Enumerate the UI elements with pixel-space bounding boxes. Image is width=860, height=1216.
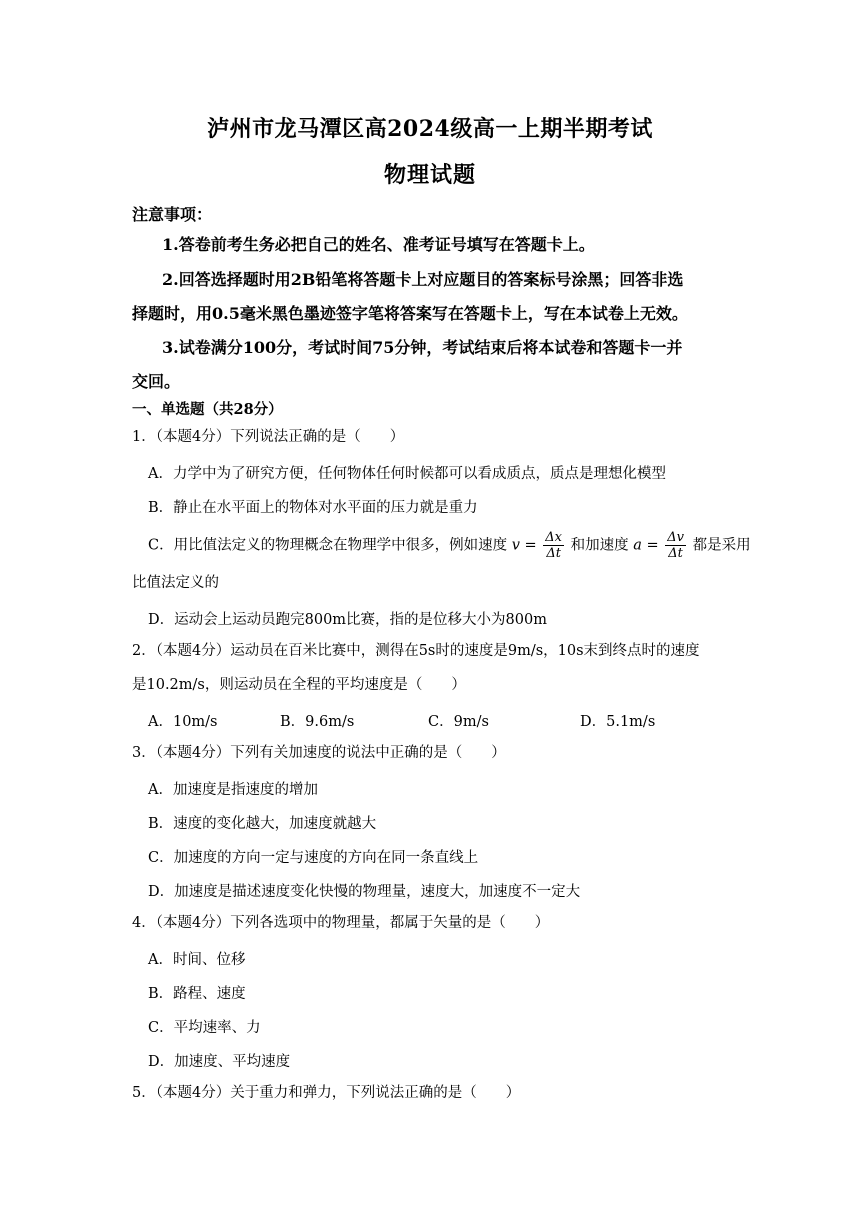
section-title: 一、单选题（共28分） <box>132 401 283 418</box>
note-item <box>132 331 732 399</box>
question-stem: 是10.2m/s，则运动员在全程的平均速度是（ ） <box>132 677 466 693</box>
note-item <box>132 263 732 331</box>
acceleration-symbol: a = <box>633 537 659 554</box>
question-option: D．加速度、平均速度 <box>148 1054 291 1070</box>
question-option: A．力学中为了研究方便，任何物体任何时候都可以看成质点，质点是理想化模型 <box>148 466 666 482</box>
question-option: B．速度的变化越大，加速度就越大 <box>148 816 377 832</box>
note-text: 1.答卷前考生务必把自己的姓名、准考证号填写在答题卡上。 <box>162 235 595 254</box>
question-option: A．加速度是指速度的增加 <box>148 782 318 798</box>
option-text: 都是采用 <box>692 537 751 554</box>
fraction-numerator: Δx <box>545 530 562 545</box>
question-option: D．加速度是描述速度变化快慢的物理量，速度大，加速度不一定大 <box>148 884 581 900</box>
note-text: 2.回答选择题时用2B铅笔将答题卡上对应题目的答案标号涂黑；回答非选 <box>162 270 684 289</box>
notes-heading: 注意事项： <box>132 205 213 224</box>
question-option: B．路程、速度 <box>148 986 246 1002</box>
option-text: C．用比值法定义的物理概念在物理学中很多，例如速度 <box>148 537 508 554</box>
exam-title: 泸州市龙马潭区高2024级高一上期半期考试 <box>207 116 653 142</box>
question-option: C．9m/s <box>428 714 489 730</box>
question-stem: 1．（本题4分）下列说法正确的是（ ） <box>132 429 405 445</box>
question-option: A．时间、位移 <box>148 952 246 968</box>
note-text: 3.试卷满分100分，考试时间75分钟，考试结束后将本试卷和答题卡一并 <box>162 338 683 357</box>
option-text: 和加速度 <box>570 537 629 554</box>
acceleration-fraction <box>665 530 686 561</box>
note-text: 交回。 <box>132 372 181 391</box>
note-item <box>132 228 732 262</box>
question-stem: 4．（本题4分）下列各选项中的物理量，都属于矢量的是（ ） <box>132 915 550 931</box>
question-option: C．平均速率、力 <box>148 1020 261 1036</box>
fraction-denominator: Δt <box>668 546 683 561</box>
question-stem: 2．（本题4分）运动员在百米比赛中，测得在5s时的速度是9m/s，10s末到终点时的速度 <box>132 643 700 659</box>
exam-subtitle: 物理试题 <box>383 162 476 188</box>
question-option: A．10m/s <box>148 714 218 730</box>
fraction-numerator: Δv <box>667 530 684 545</box>
question-option-c <box>148 530 751 561</box>
question-option: C．加速度的方向一定与速度的方向在同一条直线上 <box>148 850 479 866</box>
question-stem: 5．（本题4分）关于重力和弹力，下列说法正确的是（ ） <box>132 1085 521 1101</box>
question-option: D．5.1m/s <box>580 714 656 730</box>
note-text: 择题时，用0.5毫米黑色墨迹签字笔将答案写在答题卡上，写在本试卷上无效。 <box>132 304 688 323</box>
option-continuation: 比值法定义的 <box>132 575 219 591</box>
question-option: B．9.6m/s <box>280 714 355 730</box>
question-option: B．静止在水平面上的物体对水平面的压力就是重力 <box>148 500 478 516</box>
question-stem: 3．（本题4分）下列有关加速度的说法中正确的是（ ） <box>132 745 506 761</box>
velocity-symbol: v = <box>511 537 537 554</box>
velocity-fraction <box>543 530 564 561</box>
fraction-denominator: Δt <box>546 546 561 561</box>
question-option: D．运动会上运动员跑完800m比赛，指的是位移大小为800m <box>148 612 547 628</box>
